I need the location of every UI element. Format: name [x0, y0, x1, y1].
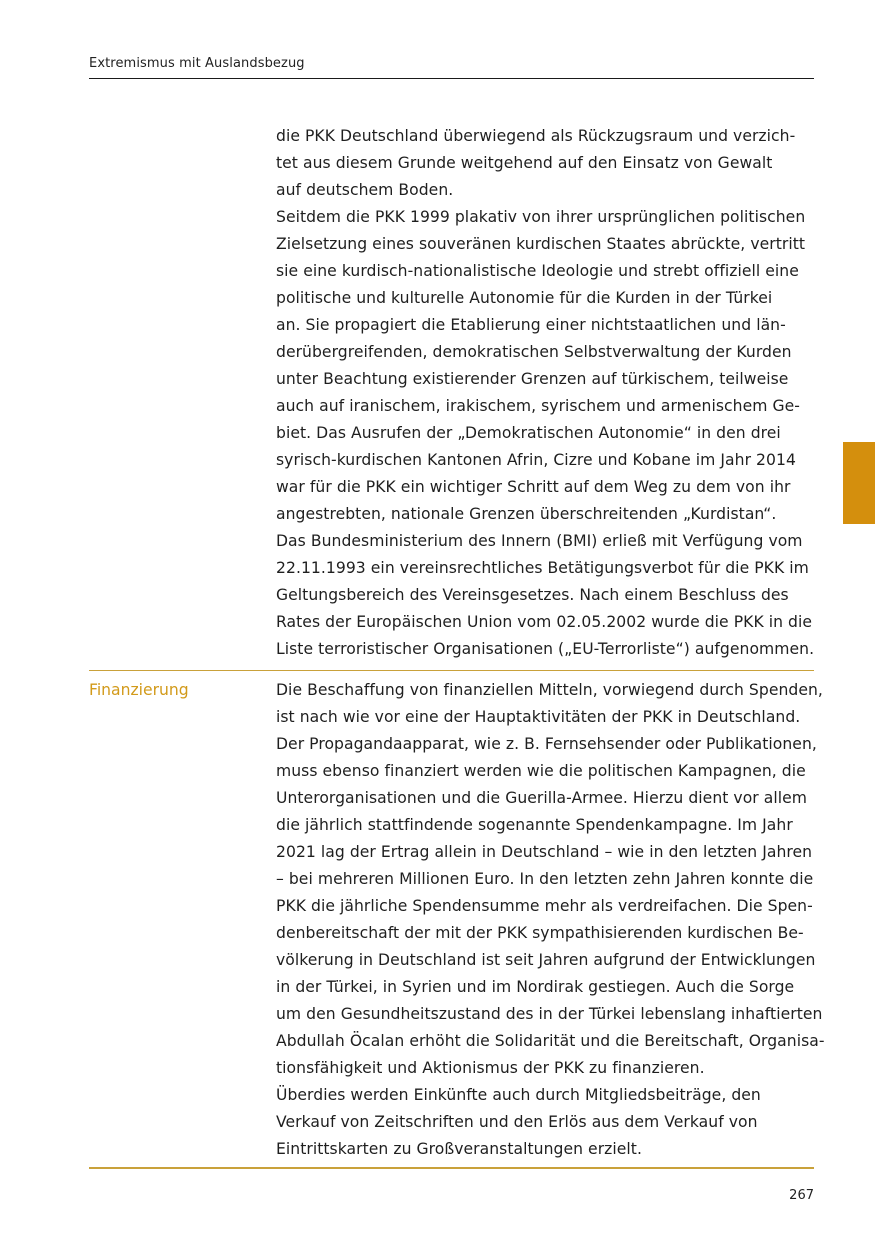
text-line: muss ebenso finanziert werden wie die politischen Kampagnen, die — [276, 762, 806, 780]
text-line: syrisch-kurdischen Kantonen Afrin, Cizre und Kobane im Jahr 2014 — [276, 451, 796, 469]
text-line: Geltungsbereich des Vereinsgesetzes. Nach einem Beschluss des — [276, 586, 789, 604]
text-line: 22.11.1993 ein vereinsrechtliches Betätigungsverbot für die PKK im — [276, 559, 809, 577]
page-number: 267 — [789, 1188, 814, 1203]
header-rule — [89, 78, 814, 79]
text-line: biet. Das Ausrufen der „Demokratischen Autonomie“ in den drei — [276, 424, 781, 442]
text-line: tet aus diesem Grunde weitgehend auf den Einsatz von Gewalt — [276, 154, 773, 172]
text-line: 2021 lag der Ertrag allein in Deutschland – wie in den letzten Jahren — [276, 843, 813, 861]
text-line: Das Bundesministerium des Innern (BMI) erließ mit Verfügung vom — [276, 532, 803, 550]
text-line: an. Sie propagiert die Etablierung einer nichtstaatlichen und län- — [276, 316, 786, 334]
text-line: PKK die jährliche Spendensumme mehr als verdreifachen. Die Spen- — [276, 897, 813, 915]
text-line: unter Beachtung existierender Grenzen auf türkischem, teilweise — [276, 370, 789, 388]
text-line: die PKK Deutschland überwiegend als Rückzugsraum und verzich- — [276, 127, 796, 145]
text-line: ist nach wie vor eine der Hauptaktivitäten der PKK in Deutschland. — [276, 708, 801, 726]
margin-label-finanzierung: Finanzierung — [89, 681, 189, 699]
text-line: um den Gesundheitszustand des in der Türkei lebenslang inhaftierten — [276, 1005, 823, 1023]
text-line: auf deutschem Boden. — [276, 181, 454, 199]
section-divider — [89, 670, 814, 671]
text-line: Zielsetzung eines souveränen kurdischen Staates abrückte, vertritt — [276, 235, 806, 253]
section-end-rule — [89, 1167, 814, 1169]
text-line: Unterorganisationen und die Guerilla-Armee. Hierzu dient vor allem — [276, 789, 808, 807]
text-line: sie eine kurdisch-nationalistische Ideologie und strebt offiziell eine — [276, 262, 799, 280]
text-line: Die Beschaffung von finanziellen Mitteln, vorwiegend durch Spenden, — [276, 681, 823, 699]
body-text-section-1 — [276, 123, 816, 663]
text-line: völkerung in Deutschland ist seit Jahren aufgrund der Entwicklungen — [276, 951, 816, 969]
text-line: angestrebten, nationale Grenzen überschreitenden „Kurdistan“. — [276, 505, 777, 523]
text-line: tionsfähigkeit und Aktionismus der PKK zu finanzieren. — [276, 1059, 705, 1077]
text-line: Abdullah Öcalan erhöht die Solidarität und die Bereitschaft, Organisa- — [276, 1032, 825, 1050]
text-line: Liste terroristischer Organisationen („EU-Terrorliste“) aufgenommen. — [276, 640, 815, 658]
text-line: denbereitschaft der mit der PKK sympathisierenden kurdischen Be- — [276, 924, 804, 942]
text-line: Seitdem die PKK 1999 plakativ von ihrer ursprünglichen politischen — [276, 208, 806, 226]
text-line: die jährlich stattfindende sogenannte Spendenkampagne. Im Jahr — [276, 816, 793, 834]
text-line: Überdies werden Einkünfte auch durch Mitgliedsbeiträge, den — [276, 1086, 761, 1104]
text-line: auch auf iranischem, irakischem, syrischem und armenischem Ge- — [276, 397, 800, 415]
text-line: Verkauf von Zeitschriften und den Erlös aus dem Verkauf von — [276, 1113, 758, 1131]
text-line: politische und kulturelle Autonomie für die Kurden in der Türkei — [276, 289, 773, 307]
text-line: Eintrittskarten zu Großveranstaltungen erzielt. — [276, 1140, 642, 1158]
chapter-side-tab — [843, 442, 875, 524]
text-line: Der Propagandaapparat, wie z. B. Fernsehsender oder Publikationen, — [276, 735, 817, 753]
text-line: derübergreifenden, demokratischen Selbstverwaltung der Kurden — [276, 343, 792, 361]
text-line: – bei mehreren Millionen Euro. In den letzten zehn Jahren konnte die — [276, 870, 814, 888]
text-line: in der Türkei, in Syrien und im Nordirak gestiegen. Auch die Sorge — [276, 978, 795, 996]
text-line: war für die PKK ein wichtiger Schritt auf dem Weg zu dem von ihr — [276, 478, 791, 496]
body-text-section-2 — [276, 677, 825, 1163]
running-head: Extremismus mit Auslandsbezug — [89, 56, 305, 71]
text-line: Rates der Europäischen Union vom 02.05.2002 wurde die PKK in die — [276, 613, 813, 631]
